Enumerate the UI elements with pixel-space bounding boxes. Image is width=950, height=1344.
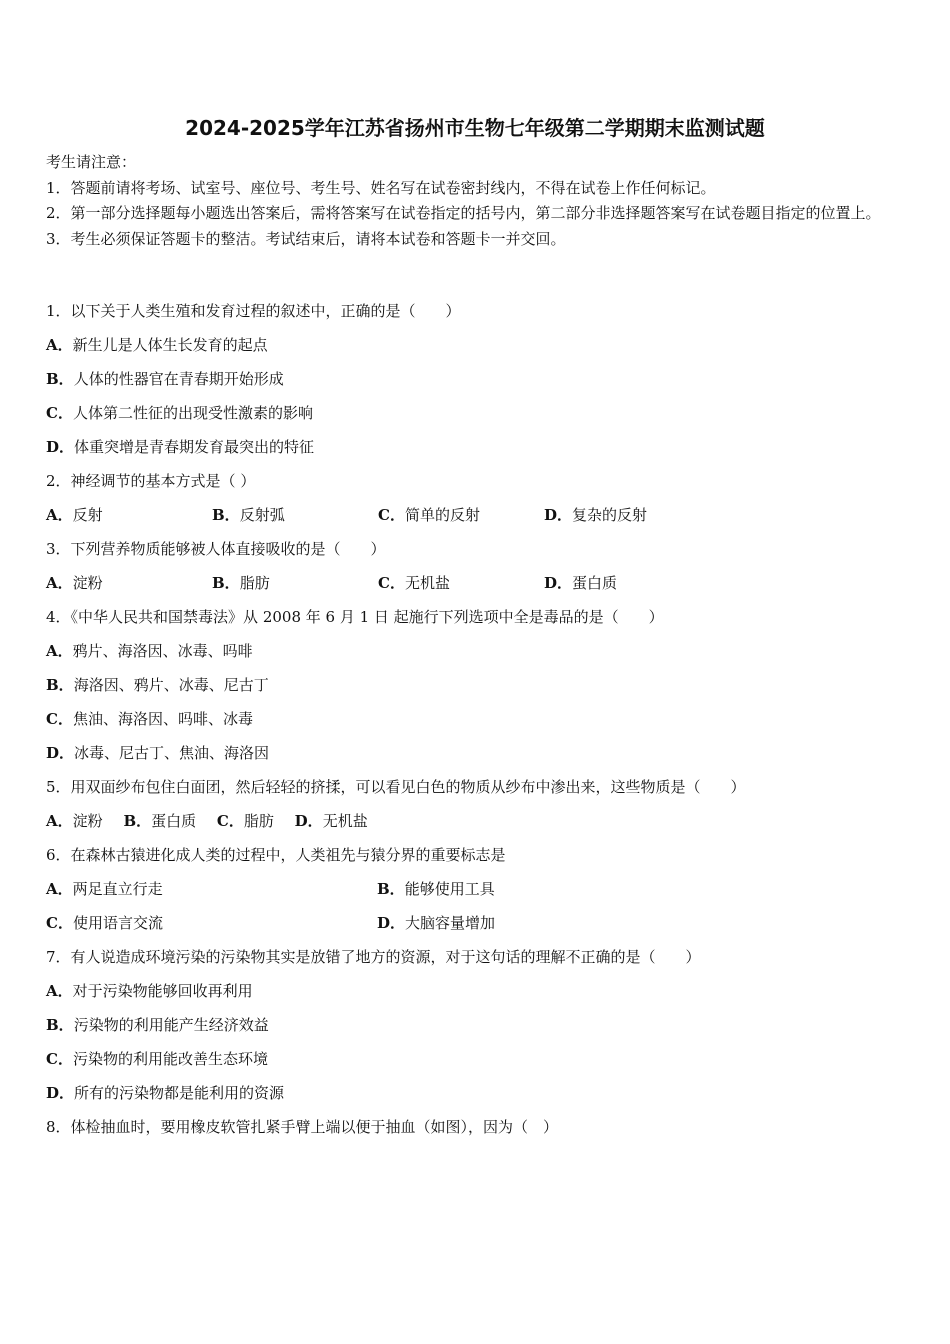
- option-b: [46, 671, 906, 705]
- option-d: [544, 569, 710, 603]
- option-text: 鸦片、海洛因、冰毒、吗啡: [72, 642, 253, 660]
- option-text: 体重突增是青春期发育最突出的特征: [74, 438, 315, 456]
- option-text: 污染物的利用能产生经济效益: [73, 1016, 269, 1034]
- option-a: [46, 331, 906, 365]
- question-stem: 3．下列营养物质能够被人体直接吸收的是（ ）: [46, 540, 386, 558]
- option-letter: C．: [216, 812, 244, 830]
- option-b: [212, 501, 378, 535]
- question-stem: 7．有人说造成环境污染的污染物其实是放错了地方的资源，对于这句话的理解不正确的是（ ）: [46, 948, 701, 966]
- option-letter: D．: [46, 438, 75, 456]
- option-letter: A．: [46, 336, 73, 354]
- option-a: [46, 637, 906, 671]
- option-letter: C．: [378, 506, 405, 524]
- question-stem: 4．《中华人民共和国禁毒法》从 2008 年 6 月 1 日 起施行下列选项中全是毒品的是（ ）: [46, 608, 664, 626]
- option-text: 新生儿是人体生长发育的起点: [72, 336, 268, 354]
- option-text: 两足直立行走: [72, 880, 163, 898]
- notice-item: 1．答题前请将考场、试室号、座位号、考生号、姓名写在试卷密封线内，不得在试卷上作任何标记。: [46, 178, 716, 197]
- option-letter: D．: [46, 744, 75, 762]
- option-text: 无机盐: [322, 812, 368, 830]
- question-list: [46, 297, 906, 1147]
- option-text: 脂肪: [239, 574, 270, 592]
- option-letter: C．: [46, 710, 73, 728]
- notice-item: 2．第一部分选择题每小题选出答案后，需将答案写在试卷指定的括号内，第二部分非选择题答案写在试卷题目指定的位置上。: [46, 204, 881, 222]
- option-d: [46, 1079, 906, 1113]
- option-text: 淀粉: [72, 812, 103, 830]
- option-c: [46, 909, 377, 943]
- option-text: 复杂的反射: [572, 506, 648, 524]
- option-letter: D．: [294, 812, 323, 830]
- option-text: 焦油、海洛因、吗啡、冰毒: [72, 710, 253, 728]
- option-letter: B．: [123, 812, 152, 830]
- option-b: [212, 569, 378, 603]
- option-text: 蛋白质: [572, 574, 618, 592]
- option-d: [46, 433, 906, 467]
- option-letter: D．: [377, 914, 406, 932]
- option-d: [46, 739, 906, 773]
- option-a: [46, 875, 377, 909]
- option-c: [378, 501, 544, 535]
- option-a: [46, 501, 212, 535]
- option-c: [378, 569, 544, 603]
- question-stem: 6．在森林古猿进化成人类的过程中，人类祖先与猿分界的重要标志是: [46, 846, 506, 864]
- question-stem: 8．体检抽血时，要用橡皮软管扎紧手臂上端以便于抽血（如图），因为（ ）: [46, 1118, 559, 1136]
- option-c: [46, 1045, 906, 1079]
- option-text: 人体的性器官在青春期开始形成: [73, 370, 284, 388]
- option-d: [377, 909, 708, 943]
- option-text: 脂肪: [243, 812, 274, 830]
- option-letter: B．: [212, 506, 240, 524]
- option-d: [544, 501, 710, 535]
- option-text: 无机盐: [404, 574, 450, 592]
- notice-section: [46, 150, 896, 252]
- option-text: 海洛因、鸦片、冰毒、尼古丁: [73, 676, 269, 694]
- option-letter: D．: [544, 574, 573, 592]
- option-b: [46, 365, 906, 399]
- option-c: [46, 399, 906, 433]
- option-c: [217, 812, 274, 830]
- option-text: 反射弧: [239, 506, 285, 524]
- option-letter: B．: [212, 574, 240, 592]
- option-letter: C．: [46, 404, 73, 422]
- option-letter: C．: [378, 574, 405, 592]
- option-letter: B．: [46, 1016, 74, 1034]
- option-letter: A．: [46, 982, 73, 1000]
- option-text: 大脑容量增加: [405, 914, 496, 932]
- question-stem: 2．神经调节的基本方式是（ ）: [46, 472, 256, 490]
- option-text: 使用语言交流: [72, 914, 163, 932]
- page-title: 2024-2025学年江苏省扬州市生物七年级第二学期期末监测试题: [185, 116, 765, 140]
- option-text: 所有的污染物都是能利用的资源: [74, 1084, 285, 1102]
- notice-item: 3．考生必须保证答题卡的整洁。考试结束后，请将本试卷和答题卡一并交回。: [46, 229, 566, 248]
- option-b: [377, 875, 708, 909]
- option-row: [46, 807, 906, 841]
- option-text: 对于污染物能够回收再利用: [72, 982, 253, 1000]
- option-letter: A．: [46, 506, 73, 524]
- notice-heading: 考生请注意：: [46, 153, 137, 171]
- option-text: 冰毒、尼古丁、焦油、海洛因: [74, 744, 270, 762]
- option-b: [123, 812, 196, 830]
- question-stem: 1．以下关于人类生殖和发育过程的叙述中，正确的是（ ）: [46, 302, 461, 320]
- option-row: [46, 875, 906, 909]
- option-row: [46, 501, 906, 535]
- option-letter: A．: [46, 574, 73, 592]
- option-row: [46, 569, 906, 603]
- option-b: [46, 1011, 906, 1045]
- option-a: [46, 569, 212, 603]
- option-letter: B．: [377, 880, 405, 898]
- option-text: 污染物的利用能改善生态环境: [72, 1050, 268, 1068]
- option-row: [46, 909, 906, 943]
- option-letter: D．: [544, 506, 573, 524]
- option-a: [46, 977, 906, 1011]
- option-letter: A．: [46, 812, 73, 830]
- option-letter: C．: [46, 1050, 73, 1068]
- option-letter: B．: [46, 676, 74, 694]
- option-text: 能够使用工具: [404, 880, 495, 898]
- option-letter: A．: [46, 642, 73, 660]
- question-stem: 5．用双面纱布包住白面团，然后轻轻的挤揉，可以看见白色的物质从纱布中渗出来，这些物质是（ ）: [46, 778, 746, 796]
- option-letter: C．: [46, 914, 73, 932]
- option-text: 反射: [72, 506, 103, 524]
- option-text: 简单的反射: [404, 506, 480, 524]
- option-a: [46, 812, 103, 830]
- option-letter: A．: [46, 880, 73, 898]
- option-c: [46, 705, 906, 739]
- option-text: 人体第二性征的出现受性激素的影响: [72, 404, 313, 422]
- option-text: 蛋白质: [151, 812, 197, 830]
- option-letter: D．: [46, 1084, 75, 1102]
- option-text: 淀粉: [72, 574, 103, 592]
- option-letter: B．: [46, 370, 74, 388]
- option-d: [295, 812, 368, 830]
